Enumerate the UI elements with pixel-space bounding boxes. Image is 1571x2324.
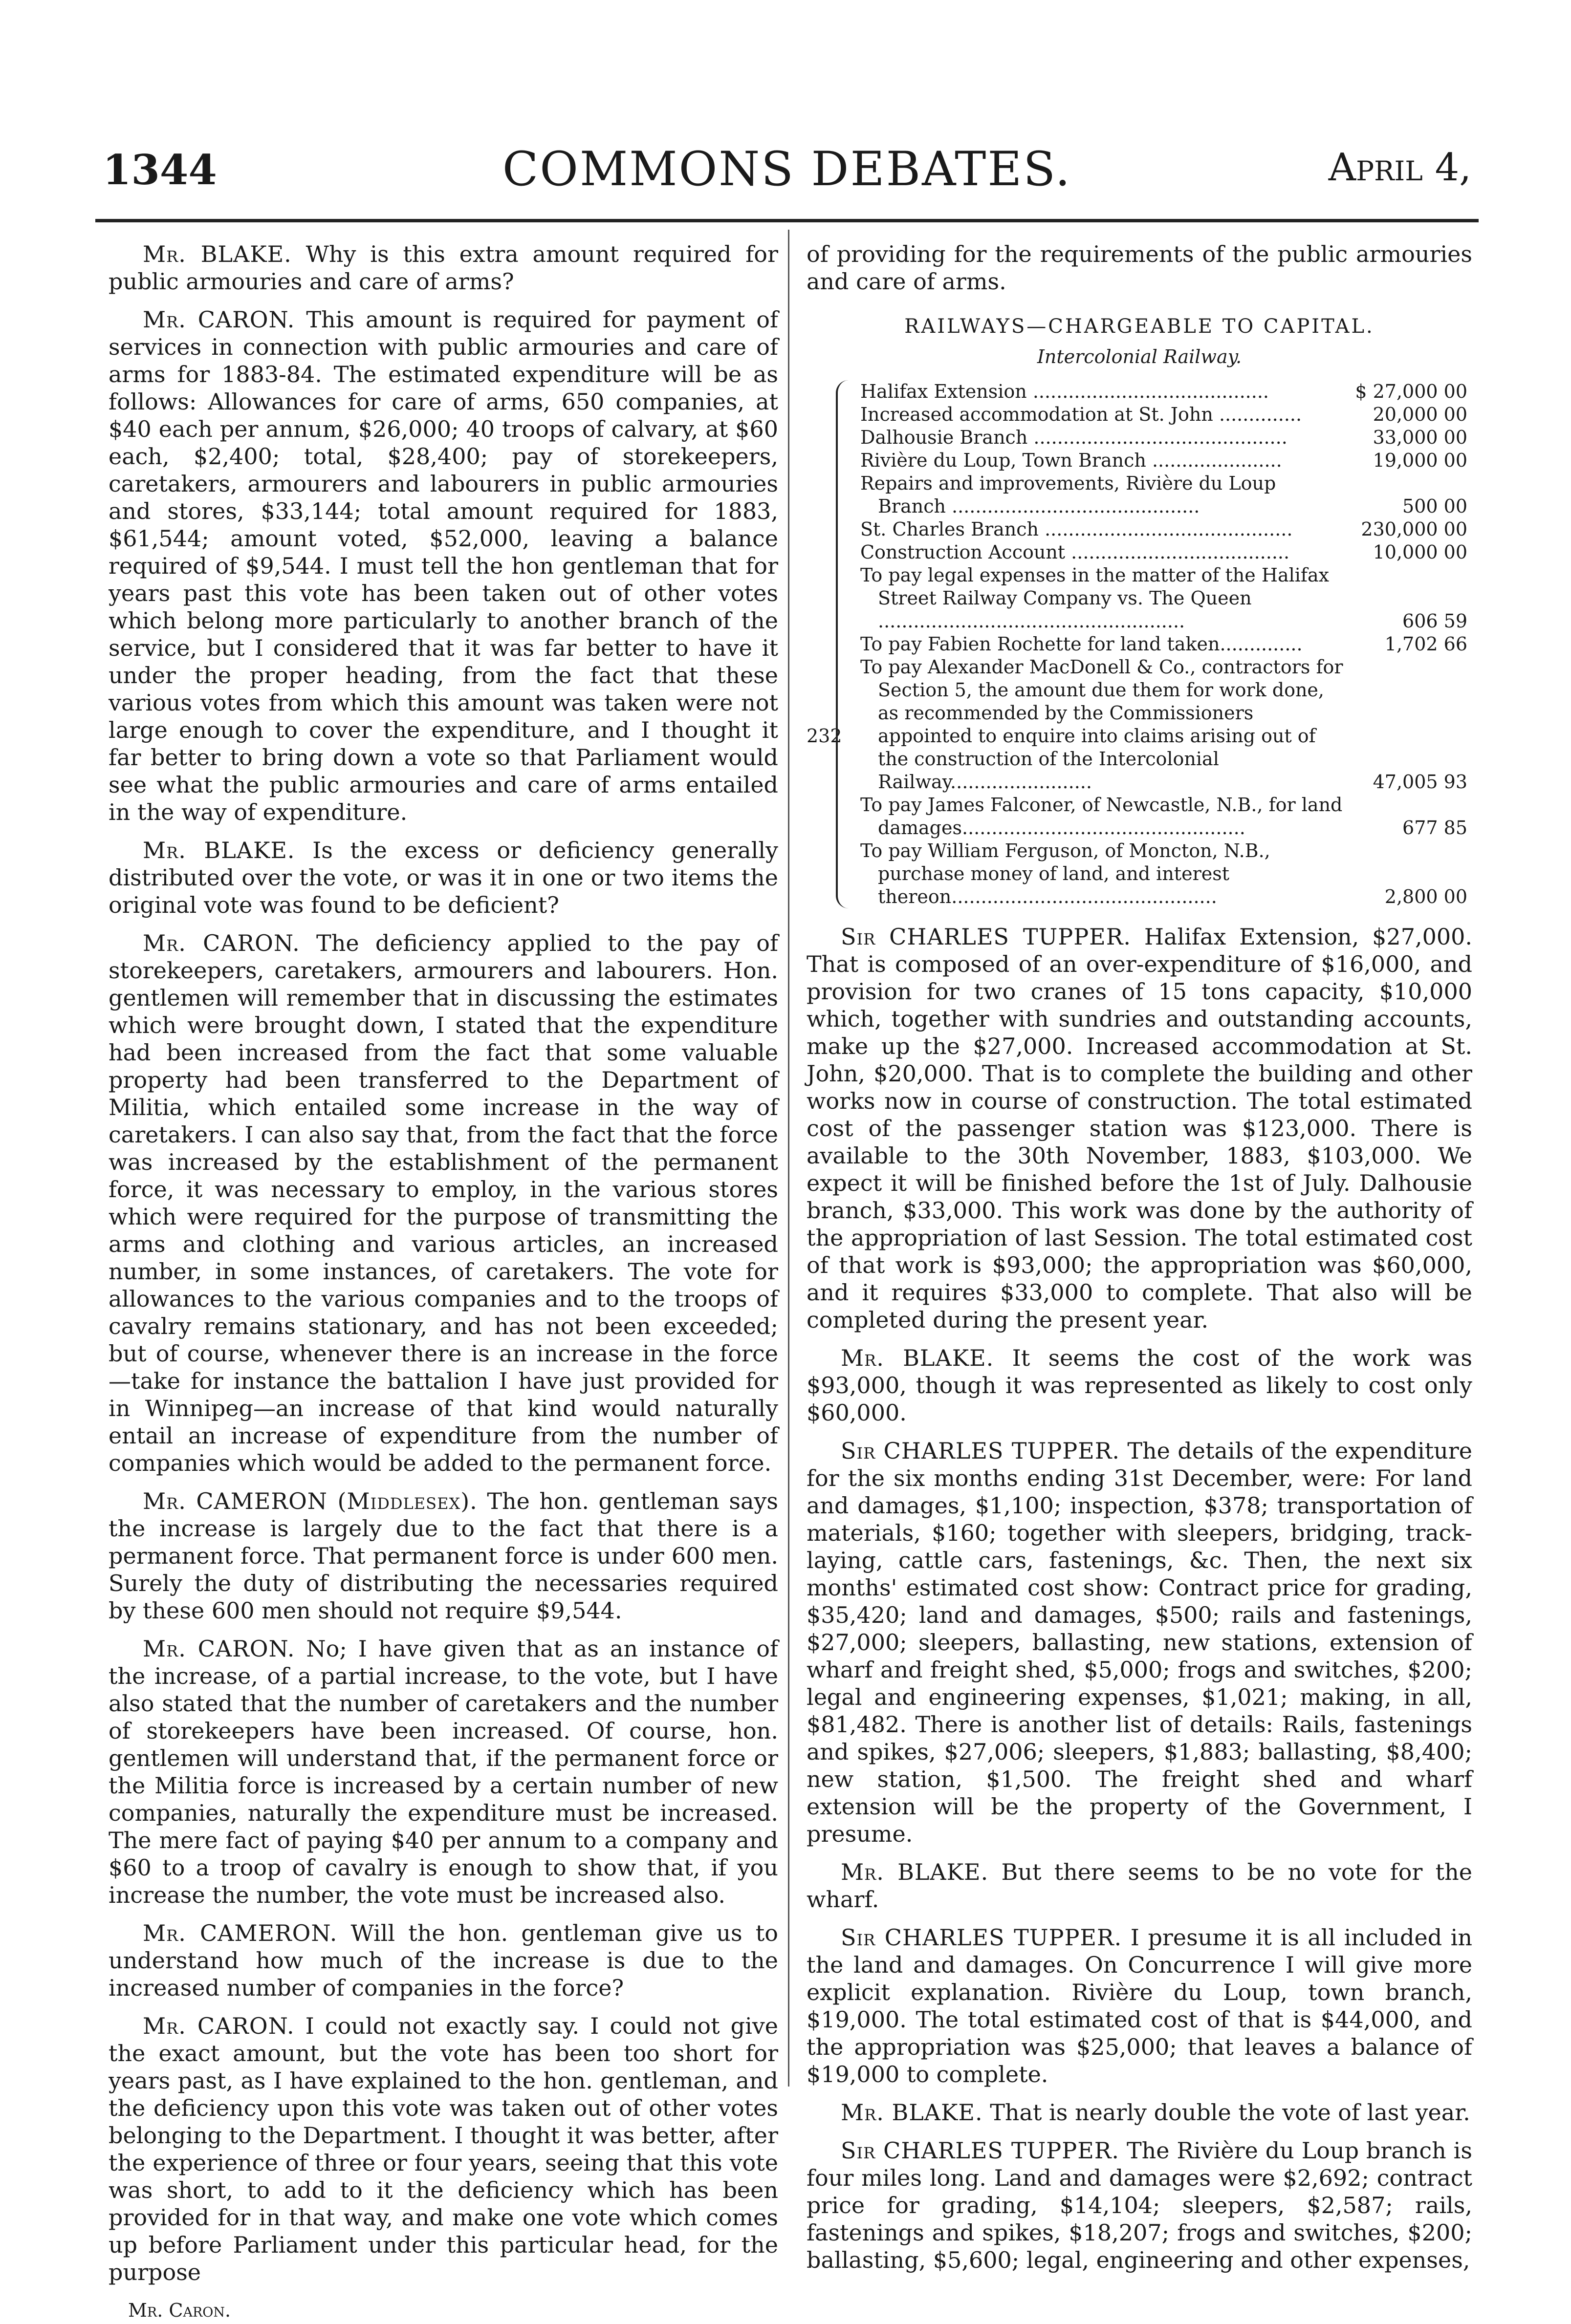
margin-number: 232: [807, 725, 842, 747]
table-row: [860, 518, 1472, 541]
row-amount: 677 85: [1402, 817, 1467, 839]
speech-paragraph: [109, 837, 778, 919]
speech-paragraph: [109, 1635, 778, 1909]
speech-paragraph: [807, 2137, 1472, 2274]
table-row: [860, 541, 1472, 564]
speech-text: Halifax Extension, $27,000. That is composed of an over-expenditure of $16,000, and provision for two cranes of 15 tons capacity, $10,000 which, together with sundries and outstanding accounts, make up the $27,000. Increased accommodation at St. John, $20,000. That is to complete the building and other works now in course of construction. The total estimated cost of the passenger station was $123,000. There is available to the 30th November, 1883, $103,000. We expect it will be finished before the 1st of July. Dalhousie branch, $33,000. This work was done by the authority of the appropriation of last Session. The total estimated cost of that work is $93,000; the appropriation was $60,000, and it requires $33,000 to complete. That also will be completed during the present year.: [807, 924, 1472, 1333]
speaker-name: Mr. CAMERON.: [143, 1920, 338, 1946]
row-label: Dalhousie Branch ...........................................: [860, 427, 1287, 448]
speaker-name: Mr. CARON.: [143, 1635, 295, 1662]
speaker-name: Mr. CARON.: [143, 306, 295, 333]
table-row: [860, 403, 1472, 426]
speech-paragraph: [109, 306, 778, 826]
speech-text: Why is this extra amount required for public armouries and care of arms?: [109, 241, 778, 295]
journal-title: COMMONS DEBATES.: [502, 142, 1072, 196]
speaker-name: Mr. BLAKE.: [841, 1345, 994, 1371]
brace-mark: [836, 380, 849, 908]
speech-paragraph: [807, 2099, 1472, 2126]
table-row: [860, 633, 1472, 656]
running-foot: Mr. Caron.: [128, 2300, 231, 2321]
right-column: [807, 240, 1472, 2284]
speech-paragraph: [807, 923, 1472, 1334]
speaker-name: Sir CHARLES TUPPER.: [841, 1924, 1122, 1951]
speech-text: But there seems to be no vote for the wharf.: [807, 1859, 1473, 1913]
table-row: [860, 564, 1472, 633]
speech-paragraph: [807, 1437, 1472, 1848]
speech-paragraph: [109, 929, 778, 1477]
speech-paragraph: [109, 1487, 778, 1624]
row-amount: 230,000 00: [1361, 518, 1467, 540]
speech-text: It seems the cost of the work was $93,000, though it was represented as likely to cost only $60,000.: [807, 1345, 1473, 1426]
table-row: [860, 449, 1472, 472]
table-row: [860, 472, 1472, 518]
left-column: [109, 240, 778, 2324]
continuation-paragraph: of providing for the requirements of the public armouries and care of arms.: [807, 241, 1472, 295]
speaker-name: Mr. CARON.: [143, 2013, 295, 2039]
row-amount: 606 59: [1402, 610, 1467, 632]
speech-paragraph: [807, 1344, 1472, 1426]
speech-text: Is the excess or deficiency generally distributed over the vote, or was it in one or two items the original vote was found to be deficient?: [109, 837, 778, 918]
table-body: [860, 380, 1472, 908]
header-rule: [95, 219, 1479, 222]
row-label: To pay James Falconer, of Newcastle, N.B., for land damages................................................: [860, 794, 1343, 839]
speech-paragraph: [807, 1924, 1472, 2088]
row-label: Repairs and improvements, Rivière du Loup Branch ..........................................: [860, 473, 1276, 517]
row-amount: 20,000 00: [1373, 404, 1467, 425]
table-row: [860, 839, 1472, 908]
row-amount: 33,000 00: [1373, 427, 1467, 448]
speech-text: The details of the expenditure for the six months ending 31st December, were: For land and damages, $1,100; inspection, $378; transportation of materials, $160; together with sleepers, bridging, track-laying, cattle cars, fastenings, &c. Then, the next six months' estimated cost show: Contract price for grading, $35,420; land and damages, $500; rails and fastenings, $27,000; sleepers, ballasting, new stations, extension of wharf and freight shed, $5,000; frogs and switches, $200; legal and engineering expenses, $1,021; making, in all, $81,482. There is another list of details: Rails, fastenings and spikes, $27,006; sleepers, $1,883; ballasting, $8,400; new station, $1,500. The freight shed and wharf extension will be the property of the Government, I presume.: [807, 1438, 1473, 1847]
speaker-name: Sir CHARLES TUPPER.: [841, 2137, 1120, 2164]
speech-text: I presume it is all included in the land and damages. On Concurrence I will give more explicit explanation. Rivière du Loup, town branch, $19,000. The total estimated cost of that is $44,000, and the appropriation was $25,000; that leaves a balance of $19,000 to complete.: [807, 1924, 1472, 2087]
column-divider: [788, 230, 789, 2087]
speech-paragraph: [807, 1858, 1472, 1913]
speaker-name: Mr. BLAKE.: [143, 837, 295, 863]
speech-paragraph: [109, 2012, 778, 2286]
speech-text: That is nearly double the vote of last year.: [990, 2099, 1470, 2126]
table-row: [860, 380, 1472, 403]
row-label: Rivière du Loup, Town Branch ......................: [860, 450, 1282, 471]
speaker-name: Mr. BLAKE.: [143, 241, 292, 267]
speech-text: The hon. gentleman says the increase is largely due to the fact that there is a permanent force. That permanent force is under 600 men. Surely the duty of distributing the necessaries required by these 600 men should not require $9,544.: [109, 1488, 778, 1624]
table-subtitle: Intercolonial Railway.: [1037, 346, 1242, 367]
row-amount: $ 27,000 00: [1355, 381, 1467, 402]
speech-paragraph: [109, 240, 778, 295]
row-amount: 10,000 00: [1373, 541, 1467, 563]
row-label: Increased accommodation at St. John ..............: [860, 404, 1302, 425]
table-row: [860, 426, 1472, 449]
table-row: [860, 656, 1472, 794]
table-row: [860, 794, 1472, 839]
row-amount: 1,702 66: [1384, 633, 1467, 655]
row-label: To pay legal expenses in the matter of the Halifax Street Railway Company vs. The Queen ....................................................: [860, 564, 1330, 632]
row-amount: 500 00: [1402, 495, 1467, 517]
row-label: Construction Account .....................................: [860, 541, 1290, 563]
speaker-name: Mr. CAMERON (Middlesex).: [143, 1488, 478, 1514]
speaker-name: Sir CHARLES TUPPER.: [841, 1438, 1120, 1464]
speech-paragraph: [109, 1919, 778, 2001]
row-label: To pay Fabien Rochette for land taken..............: [860, 633, 1303, 655]
table-title: RAILWAYS—CHARGEABLE TO CAPITAL.: [904, 315, 1375, 338]
speech-text: The deficiency applied to the pay of storekeepers, caretakers, armourers and labourers. Hon. gentlemen will remember that in discussing the estimates which were brought down, I stated that the expenditure had been increased from the fact that some valuable property had been transferred to the Department of Militia, which entailed some increase in the way of caretakers. I can also say that, from the fact that the force was increased by the establishment of the permanent force, it was necessary to employ, in the various stores which were required for the purpose of transmitting the arms and clothing and various articles, an increased number, in some instances, of caretakers. The vote for allowances to the various companies and to the troops of cavalry remains stationary, and has not been exceeded; but of course, whenever there is an increase in the force—take for instance the battalion I have just provided for in Winnipeg—an increase of that kind would naturally entail an increase of expenditure from the number of companies which would be added to the permanent force.: [109, 930, 778, 1476]
page-number: 1344: [103, 146, 217, 194]
row-amount: 47,005 93: [1373, 771, 1467, 793]
speech-text: The Rivière du Loup branch is four miles long. Land and damages were $2,692; contract price for grading, $14,104; sleepers, $2,587; rails, fastenings and spikes, $18,207; frogs and switches, $200; ballasting, $5,600; legal, engineering and other expenses,: [807, 2137, 1473, 2273]
speaker-name: Mr. BLAKE.: [841, 2099, 983, 2126]
speech-text: No; I have given that as an instance of the increase, of a partial increase, to the vote, but I have also stated that the number of caretakers and the number of storekeepers have been increased. Of course, hon. gentlemen will understand that, if the permanent force or the Militia force is increased by a certain number of new companies, naturally the expenditure must be increased. The mere fact of paying $40 per annum to a company and $60 to a troop of cavalry is enough to show that, if you increase the number, the vote must be increased also.: [109, 1635, 778, 1908]
row-amount: 2,800 00: [1384, 886, 1467, 907]
speech-text: Will the hon. gentleman give us to understand how much of the increase is due to the increased number of companies in the force?: [109, 1920, 778, 2001]
speaker-name: Mr. CARON.: [143, 930, 300, 956]
header-date: April 4,: [1328, 146, 1471, 190]
row-label: To pay Alexander MacDonell & Co., contractors for Section 5, the amount due them for work done, as recommended by the Commissioners appointed to enquire into claims arising out of the construction of the Intercolonial Railway........................: [860, 656, 1343, 793]
page-header: [103, 142, 1471, 210]
speech-text: I could not exactly say. I could not give the exact amount, but the vote has been too short for years past, as I have explained to the hon. gentleman, and the deficiency upon this vote was taken out of other votes belonging to the Department. I thought it was better, after the experience of three or four years, seeing that this vote was short, to add to it the deficiency which has been provided for in that way, and make one vote which comes up before Parliament under this particular head, for the purpose: [109, 2013, 778, 2285]
railway-estimates-table: [807, 380, 1472, 908]
row-amount: 19,000 00: [1373, 450, 1467, 471]
row-label: Halifax Extension ........................................: [860, 381, 1269, 402]
row-label: St. Charles Branch ..........................................: [860, 518, 1293, 540]
speaker-name: Sir CHARLES TUPPER.: [841, 924, 1132, 950]
speech-text: This amount is required for payment of services in connection with public armouries and care of arms for 1883-84. The estimated expenditure will be as follows: Allowances for care of arms, 650 companies, at $40 each per annum, $26,000; 40 troops of calvary, at $60 each, $2,400; total, $28,400; pay of storekeepers, caretakers, armourers and labourers in public armouries and stores, $33,144; total amount required for 1883, $61,544; amount voted, $52,000, leaving a balance required of $9,544. I must tell the hon gentleman that for years past this vote has been taken out of other votes which belong more particularly to another branch of the service, but I considered that it was far better to have it under the proper heading, from the fact that these various votes from which this amount was taken were not large enough to cover the expenditure, and I thought it far better to bring down a vote so that Parliament would see what the public armouries and care of arms entailed in the way of expenditure.: [109, 306, 778, 825]
row-label: To pay William Ferguson, of Moncton, N.B., purchase money of land, and interest thereon.............................................: [860, 840, 1270, 907]
speaker-name: Mr. BLAKE.: [841, 1859, 989, 1885]
